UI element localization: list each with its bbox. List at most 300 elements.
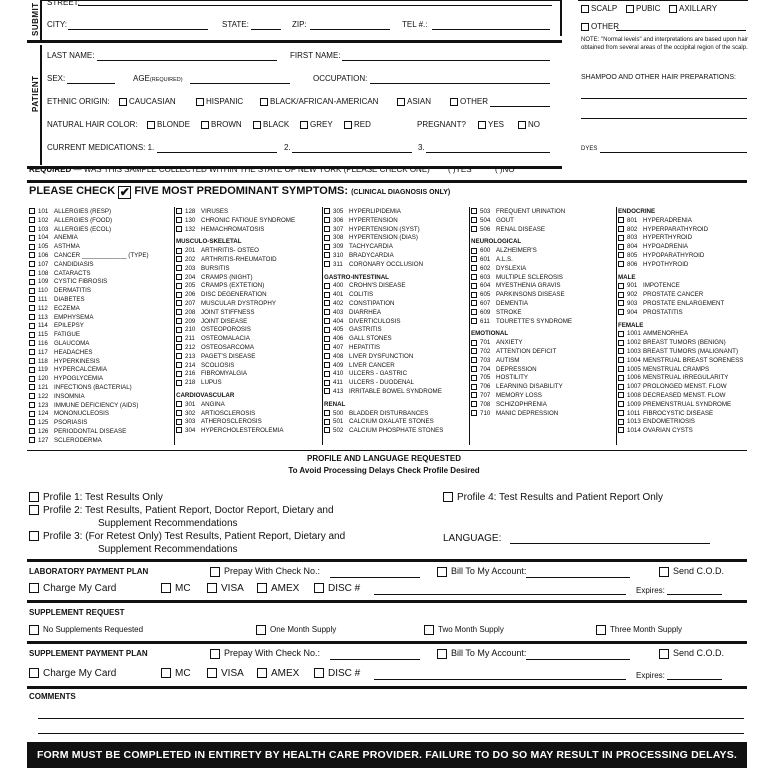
- symptom-item[interactable]: [618, 427, 743, 436]
- symptom-item[interactable]: [471, 318, 572, 327]
- symptom-checkbox[interactable]: [471, 401, 477, 407]
- symptom-item[interactable]: [176, 226, 295, 235]
- symptom-item[interactable]: [471, 366, 572, 375]
- supp-disc-checkbox[interactable]: [314, 668, 324, 678]
- symptom-item[interactable]: [176, 300, 295, 309]
- symptom-checkbox[interactable]: [324, 208, 330, 214]
- symptom-checkbox[interactable]: [29, 393, 35, 399]
- symptom-item[interactable]: [324, 410, 443, 419]
- symptom-item[interactable]: [618, 410, 743, 419]
- symptom-checkbox[interactable]: [471, 274, 477, 280]
- symptom-checkbox[interactable]: [324, 419, 330, 425]
- symptom-item[interactable]: [324, 318, 443, 327]
- symptom-checkbox[interactable]: [618, 292, 624, 298]
- symptom-item[interactable]: [176, 208, 295, 217]
- profile-4-checkbox[interactable]: [443, 492, 453, 502]
- symptom-item[interactable]: [324, 326, 443, 335]
- symptom-item[interactable]: [618, 252, 743, 261]
- symptom-item[interactable]: [29, 384, 149, 393]
- symptom-checkbox[interactable]: [176, 309, 182, 315]
- hair-black-option[interactable]: [253, 120, 289, 129]
- symptom-checkbox[interactable]: [471, 318, 477, 324]
- symptom-item[interactable]: [618, 300, 743, 309]
- blonde-checkbox[interactable]: [147, 121, 155, 129]
- symptom-checkbox[interactable]: [29, 349, 35, 355]
- symptom-checkbox[interactable]: [176, 327, 182, 333]
- symptom-item[interactable]: [471, 348, 572, 357]
- symptom-checkbox[interactable]: [29, 235, 35, 241]
- symptom-checkbox[interactable]: [324, 217, 330, 223]
- profile-2-option[interactable]: [29, 505, 334, 516]
- symptom-item[interactable]: [29, 270, 149, 279]
- symptom-checkbox[interactable]: [618, 309, 624, 315]
- symptom-checkbox[interactable]: [29, 314, 35, 320]
- symptom-item[interactable]: [618, 392, 743, 401]
- symptom-item[interactable]: [176, 362, 295, 371]
- symptom-item[interactable]: [29, 366, 149, 375]
- hair-scalp-option[interactable]: [581, 4, 617, 13]
- supp-two-option[interactable]: [424, 625, 504, 635]
- supp-disc-option[interactable]: [314, 668, 360, 679]
- lab-card-number-field[interactable]: [374, 594, 626, 595]
- symptom-item[interactable]: [29, 287, 149, 296]
- symptom-item[interactable]: [471, 392, 572, 401]
- symptom-item[interactable]: [29, 428, 149, 437]
- symptom-checkbox[interactable]: [618, 261, 624, 267]
- symptom-checkbox[interactable]: [176, 256, 182, 262]
- supp-visa-checkbox[interactable]: [207, 668, 217, 678]
- symptom-checkbox[interactable]: [618, 348, 624, 354]
- other-location-checkbox[interactable]: [581, 23, 589, 31]
- symptom-item[interactable]: [29, 261, 149, 270]
- symptom-checkbox[interactable]: [29, 376, 35, 382]
- lab-account-field[interactable]: [526, 577, 630, 578]
- symptom-checkbox[interactable]: [324, 226, 330, 232]
- lab-expires-field[interactable]: [667, 594, 722, 595]
- symptom-item[interactable]: [618, 330, 743, 339]
- language-field[interactable]: [510, 543, 710, 544]
- symptom-checkbox[interactable]: [471, 384, 477, 390]
- lab-bill-option[interactable]: [437, 566, 526, 577]
- symptom-checkbox[interactable]: [324, 336, 330, 342]
- symptom-checkbox[interactable]: [324, 244, 330, 250]
- symptom-checkbox[interactable]: [471, 392, 477, 398]
- symptom-item[interactable]: [324, 291, 443, 300]
- pregnant-yes-checkbox[interactable]: [478, 121, 486, 129]
- supp-prepay-option[interactable]: [210, 648, 320, 659]
- pregnant-no-checkbox[interactable]: [518, 121, 526, 129]
- brown-checkbox[interactable]: [201, 121, 209, 129]
- symptom-checkbox[interactable]: [29, 296, 35, 302]
- lab-visa-option[interactable]: [207, 583, 244, 594]
- symptom-checkbox[interactable]: [176, 248, 182, 254]
- symptom-item[interactable]: [324, 427, 443, 436]
- symptom-item[interactable]: [176, 344, 295, 353]
- symptom-checkbox[interactable]: [471, 366, 477, 372]
- symptom-item[interactable]: [471, 217, 572, 226]
- symptom-checkbox[interactable]: [618, 384, 624, 390]
- symptom-checkbox[interactable]: [618, 410, 624, 416]
- medication-2-field[interactable]: [292, 152, 412, 153]
- hair-blonde-option[interactable]: [147, 120, 190, 129]
- supp-prepay-checkbox[interactable]: [210, 649, 220, 659]
- profile-3-option[interactable]: [29, 531, 345, 542]
- symptom-checkbox[interactable]: [29, 402, 35, 408]
- symptom-checkbox[interactable]: [324, 318, 330, 324]
- medication-3-field[interactable]: [426, 152, 550, 153]
- supp-card-number-field[interactable]: [374, 679, 626, 680]
- symptom-checkbox[interactable]: [176, 353, 182, 359]
- profile-1-checkbox[interactable]: [29, 492, 39, 502]
- symptom-checkbox[interactable]: [324, 427, 330, 433]
- profile-1-option[interactable]: [29, 492, 163, 503]
- profile-3-checkbox[interactable]: [29, 531, 39, 541]
- lab-charge-option[interactable]: [29, 583, 116, 594]
- lab-amex-checkbox[interactable]: [257, 583, 267, 593]
- symptom-checkbox[interactable]: [618, 375, 624, 381]
- symptom-checkbox[interactable]: [471, 357, 477, 363]
- symptom-checkbox[interactable]: [29, 217, 35, 223]
- symptom-item[interactable]: [324, 388, 443, 397]
- caucasian-checkbox[interactable]: [119, 98, 127, 106]
- lab-mc-checkbox[interactable]: [161, 583, 171, 593]
- shampoo-field[interactable]: [581, 98, 747, 99]
- lab-visa-checkbox[interactable]: [207, 583, 217, 593]
- symptom-checkbox[interactable]: [618, 226, 624, 232]
- symptom-checkbox[interactable]: [471, 256, 477, 262]
- symptom-item[interactable]: [29, 305, 149, 314]
- symptom-checkbox[interactable]: [29, 244, 35, 250]
- hair-other-option[interactable]: [581, 22, 619, 31]
- grey-checkbox[interactable]: [300, 121, 308, 129]
- symptom-item[interactable]: [618, 366, 743, 375]
- symptom-checkbox[interactable]: [29, 367, 35, 373]
- symptom-item[interactable]: [471, 357, 572, 366]
- supp-three-checkbox[interactable]: [596, 625, 606, 635]
- hair-pubic-option[interactable]: [626, 4, 660, 13]
- first-name-field[interactable]: [342, 60, 550, 61]
- symptom-item[interactable]: [471, 226, 572, 235]
- scalp-checkbox[interactable]: [581, 5, 589, 13]
- symptom-checkbox[interactable]: [618, 340, 624, 346]
- symptom-item[interactable]: [29, 208, 149, 217]
- symptom-checkbox[interactable]: [618, 244, 624, 250]
- symptom-checkbox[interactable]: [176, 371, 182, 377]
- symptom-checkbox[interactable]: [618, 427, 624, 433]
- symptom-checkbox[interactable]: [324, 283, 330, 289]
- symptom-item[interactable]: [29, 358, 149, 367]
- symptom-item[interactable]: [471, 410, 572, 419]
- symptom-item[interactable]: [618, 261, 743, 270]
- symptom-item[interactable]: [176, 326, 295, 335]
- symptom-item[interactable]: [176, 379, 295, 388]
- hair-black-checkbox[interactable]: [253, 121, 261, 129]
- symptom-item[interactable]: [29, 410, 149, 419]
- shampoo-field-2[interactable]: [581, 118, 747, 119]
- hair-red-option[interactable]: [344, 120, 371, 129]
- sex-field[interactable]: [67, 83, 115, 84]
- symptom-item[interactable]: [618, 339, 743, 348]
- symptom-item[interactable]: [324, 300, 443, 309]
- age-field[interactable]: [190, 83, 290, 84]
- symptom-item[interactable]: [29, 349, 149, 358]
- ethnic-asian-option[interactable]: [397, 97, 431, 106]
- profile-2-checkbox[interactable]: [29, 505, 39, 515]
- comments-line-1[interactable]: [38, 718, 744, 719]
- symptom-item[interactable]: [324, 418, 443, 427]
- lab-prepay-option[interactable]: [210, 566, 320, 577]
- symptom-item[interactable]: [471, 291, 572, 300]
- symptom-item[interactable]: [618, 401, 743, 410]
- symptom-checkbox[interactable]: [324, 261, 330, 267]
- symptom-checkbox[interactable]: [176, 226, 182, 232]
- symptom-item[interactable]: [176, 370, 295, 379]
- symptom-checkbox[interactable]: [176, 401, 182, 407]
- black-checkbox[interactable]: [260, 98, 268, 106]
- symptom-item[interactable]: [471, 401, 572, 410]
- pregnant-no-option[interactable]: [518, 120, 540, 129]
- symptom-checkbox[interactable]: [29, 411, 35, 417]
- symptom-checkbox[interactable]: [471, 410, 477, 416]
- asian-checkbox[interactable]: [397, 98, 405, 106]
- symptom-checkbox[interactable]: [176, 274, 182, 280]
- symptom-item[interactable]: [29, 226, 149, 235]
- symptom-item[interactable]: [29, 331, 149, 340]
- lab-prepay-checkbox[interactable]: [210, 567, 220, 577]
- symptom-checkbox[interactable]: [471, 375, 477, 381]
- supp-check-no-field[interactable]: [330, 659, 420, 660]
- ethnic-hispanic-option[interactable]: [196, 97, 243, 106]
- symptom-checkbox[interactable]: [471, 248, 477, 254]
- symptom-checkbox[interactable]: [618, 252, 624, 258]
- symptom-item[interactable]: [29, 217, 149, 226]
- symptom-checkbox[interactable]: [324, 353, 330, 359]
- symptom-item[interactable]: [176, 217, 295, 226]
- supp-none-checkbox[interactable]: [29, 625, 39, 635]
- symptom-checkbox[interactable]: [324, 410, 330, 416]
- symptom-item[interactable]: [618, 309, 743, 318]
- symptom-item[interactable]: [618, 282, 743, 291]
- symptom-checkbox[interactable]: [29, 252, 35, 258]
- state-field[interactable]: [251, 29, 281, 30]
- occupation-field[interactable]: [370, 83, 550, 84]
- medication-1-field[interactable]: [157, 152, 277, 153]
- symptom-item[interactable]: [176, 427, 295, 436]
- supp-mc-option[interactable]: [161, 668, 191, 679]
- symptom-item[interactable]: [324, 353, 443, 362]
- comments-line-2[interactable]: [38, 733, 744, 734]
- symptom-checkbox[interactable]: [324, 371, 330, 377]
- symptom-checkbox[interactable]: [471, 348, 477, 354]
- symptom-checkbox[interactable]: [471, 292, 477, 298]
- supp-cod-checkbox[interactable]: [659, 649, 669, 659]
- symptom-checkbox[interactable]: [29, 437, 35, 443]
- required-yes[interactable]: ( )YES: [448, 165, 472, 174]
- zip-field[interactable]: [310, 29, 390, 30]
- symptom-item[interactable]: [618, 348, 743, 357]
- symptom-checkbox[interactable]: [618, 419, 624, 425]
- symptom-checkbox[interactable]: [29, 208, 35, 214]
- city-field[interactable]: [68, 29, 208, 30]
- symptom-item[interactable]: [29, 278, 149, 287]
- supp-three-option[interactable]: [596, 625, 682, 635]
- symptom-checkbox[interactable]: [324, 300, 330, 306]
- supp-amex-checkbox[interactable]: [257, 668, 267, 678]
- symptom-item[interactable]: [324, 362, 443, 371]
- symptom-item[interactable]: [618, 291, 743, 300]
- symptom-checkbox[interactable]: [176, 427, 182, 433]
- symptom-checkbox[interactable]: [29, 279, 35, 285]
- symptom-checkbox[interactable]: [471, 208, 477, 214]
- supp-expires-field[interactable]: [667, 679, 722, 680]
- pregnant-yes-option[interactable]: [478, 120, 504, 129]
- symptom-checkbox[interactable]: [618, 401, 624, 407]
- symptom-checkbox[interactable]: [29, 384, 35, 390]
- symptom-item[interactable]: [471, 265, 572, 274]
- symptom-item[interactable]: [29, 296, 149, 305]
- symptom-checkbox[interactable]: [176, 419, 182, 425]
- symptom-item[interactable]: [29, 437, 149, 446]
- symptom-checkbox[interactable]: [176, 217, 182, 223]
- symptom-item[interactable]: [176, 247, 295, 256]
- symptom-item[interactable]: [176, 401, 295, 410]
- symptom-checkbox[interactable]: [176, 208, 182, 214]
- symptom-checkbox[interactable]: [29, 428, 35, 434]
- symptom-item[interactable]: [324, 243, 443, 252]
- symptom-item[interactable]: [176, 274, 295, 283]
- hair-grey-option[interactable]: [300, 120, 333, 129]
- symptom-item[interactable]: [324, 217, 443, 226]
- lab-bill-checkbox[interactable]: [437, 567, 447, 577]
- supp-charge-checkbox[interactable]: [29, 668, 39, 678]
- symptom-item[interactable]: [176, 291, 295, 300]
- street-field[interactable]: [78, 5, 552, 6]
- symptom-item[interactable]: [29, 252, 149, 261]
- symptom-checkbox[interactable]: [471, 217, 477, 223]
- other-location-field[interactable]: [616, 30, 746, 31]
- lab-disc-checkbox[interactable]: [314, 583, 324, 593]
- symptom-item[interactable]: [29, 322, 149, 331]
- symptom-checkbox[interactable]: [324, 380, 330, 386]
- lab-charge-checkbox[interactable]: [29, 583, 39, 593]
- ethnic-other-checkbox[interactable]: [450, 98, 458, 106]
- tel-field[interactable]: [432, 29, 550, 30]
- symptom-checkbox[interactable]: [29, 358, 35, 364]
- symptom-checkbox[interactable]: [471, 340, 477, 346]
- symptom-checkbox[interactable]: [618, 331, 624, 337]
- symptom-item[interactable]: [618, 217, 743, 226]
- symptom-item[interactable]: [324, 252, 443, 261]
- lab-check-no-field[interactable]: [330, 577, 420, 578]
- symptom-item[interactable]: [324, 226, 443, 235]
- symptom-item[interactable]: [324, 335, 443, 344]
- supp-mc-checkbox[interactable]: [161, 668, 171, 678]
- symptom-item[interactable]: [324, 379, 443, 388]
- symptom-item[interactable]: [471, 247, 572, 256]
- symptom-item[interactable]: [324, 370, 443, 379]
- supp-amex-option[interactable]: [257, 668, 299, 679]
- symptom-checkbox[interactable]: [324, 309, 330, 315]
- symptom-item[interactable]: [618, 226, 743, 235]
- symptom-checkbox[interactable]: [471, 309, 477, 315]
- symptom-item[interactable]: [324, 234, 443, 243]
- symptom-checkbox[interactable]: [176, 410, 182, 416]
- symptom-item[interactable]: [29, 243, 149, 252]
- supp-account-field[interactable]: [526, 659, 630, 660]
- symptom-checkbox[interactable]: [618, 392, 624, 398]
- red-checkbox[interactable]: [344, 121, 352, 129]
- dyes-field[interactable]: [600, 152, 747, 153]
- symptom-checkbox[interactable]: [29, 340, 35, 346]
- symptom-item[interactable]: [324, 344, 443, 353]
- supp-visa-option[interactable]: [207, 668, 244, 679]
- symptom-item[interactable]: [29, 402, 149, 411]
- symptom-checkbox[interactable]: [618, 217, 624, 223]
- symptom-item[interactable]: [471, 208, 572, 217]
- ethnic-black-option[interactable]: [260, 97, 378, 106]
- symptom-item[interactable]: [29, 419, 149, 428]
- symptom-item[interactable]: [471, 383, 572, 392]
- symptom-item[interactable]: [471, 339, 572, 348]
- supp-none-option[interactable]: [29, 625, 143, 635]
- pubic-checkbox[interactable]: [626, 5, 634, 13]
- symptom-checkbox[interactable]: [471, 226, 477, 232]
- supp-one-option[interactable]: [256, 625, 336, 635]
- symptom-checkbox[interactable]: [324, 327, 330, 333]
- symptom-item[interactable]: [29, 375, 149, 384]
- symptom-item[interactable]: [471, 309, 572, 318]
- ethnic-other-field[interactable]: [490, 106, 550, 107]
- symptom-item[interactable]: [324, 282, 443, 291]
- symptom-checkbox[interactable]: [176, 362, 182, 368]
- profile-4-option[interactable]: [443, 492, 663, 503]
- symptom-item[interactable]: [471, 256, 572, 265]
- symptom-checkbox[interactable]: [324, 252, 330, 258]
- lab-disc-option[interactable]: [314, 583, 360, 594]
- symptom-checkbox[interactable]: [176, 380, 182, 386]
- last-name-field[interactable]: [97, 60, 277, 61]
- supp-charge-option[interactable]: [29, 668, 116, 679]
- symptom-item[interactable]: [176, 309, 295, 318]
- symptom-checkbox[interactable]: [618, 357, 624, 363]
- hair-axillary-option[interactable]: [669, 4, 717, 13]
- symptom-item[interactable]: [618, 383, 743, 392]
- lab-cod-option[interactable]: [659, 566, 724, 577]
- symptom-checkbox[interactable]: [29, 332, 35, 338]
- symptom-item[interactable]: [176, 256, 295, 265]
- symptom-item[interactable]: [176, 418, 295, 427]
- symptom-checkbox[interactable]: [176, 300, 182, 306]
- symptom-item[interactable]: [618, 374, 743, 383]
- symptom-item[interactable]: [618, 243, 743, 252]
- symptom-checkbox[interactable]: [618, 235, 624, 241]
- symptom-item[interactable]: [29, 234, 149, 243]
- symptom-checkbox[interactable]: [324, 292, 330, 298]
- symptom-checkbox[interactable]: [324, 388, 330, 394]
- symptom-checkbox[interactable]: [29, 288, 35, 294]
- symptom-item[interactable]: [471, 300, 572, 309]
- symptom-checkbox[interactable]: [176, 283, 182, 289]
- symptom-checkbox[interactable]: [29, 419, 35, 425]
- symptom-checkbox[interactable]: [176, 265, 182, 271]
- symptom-checkbox[interactable]: [176, 292, 182, 298]
- supp-one-checkbox[interactable]: [256, 625, 266, 635]
- symptom-checkbox[interactable]: [29, 323, 35, 329]
- symptom-checkbox[interactable]: [176, 336, 182, 342]
- symptom-checkbox[interactable]: [29, 305, 35, 311]
- symptom-checkbox[interactable]: [471, 283, 477, 289]
- symptom-item[interactable]: [618, 418, 743, 427]
